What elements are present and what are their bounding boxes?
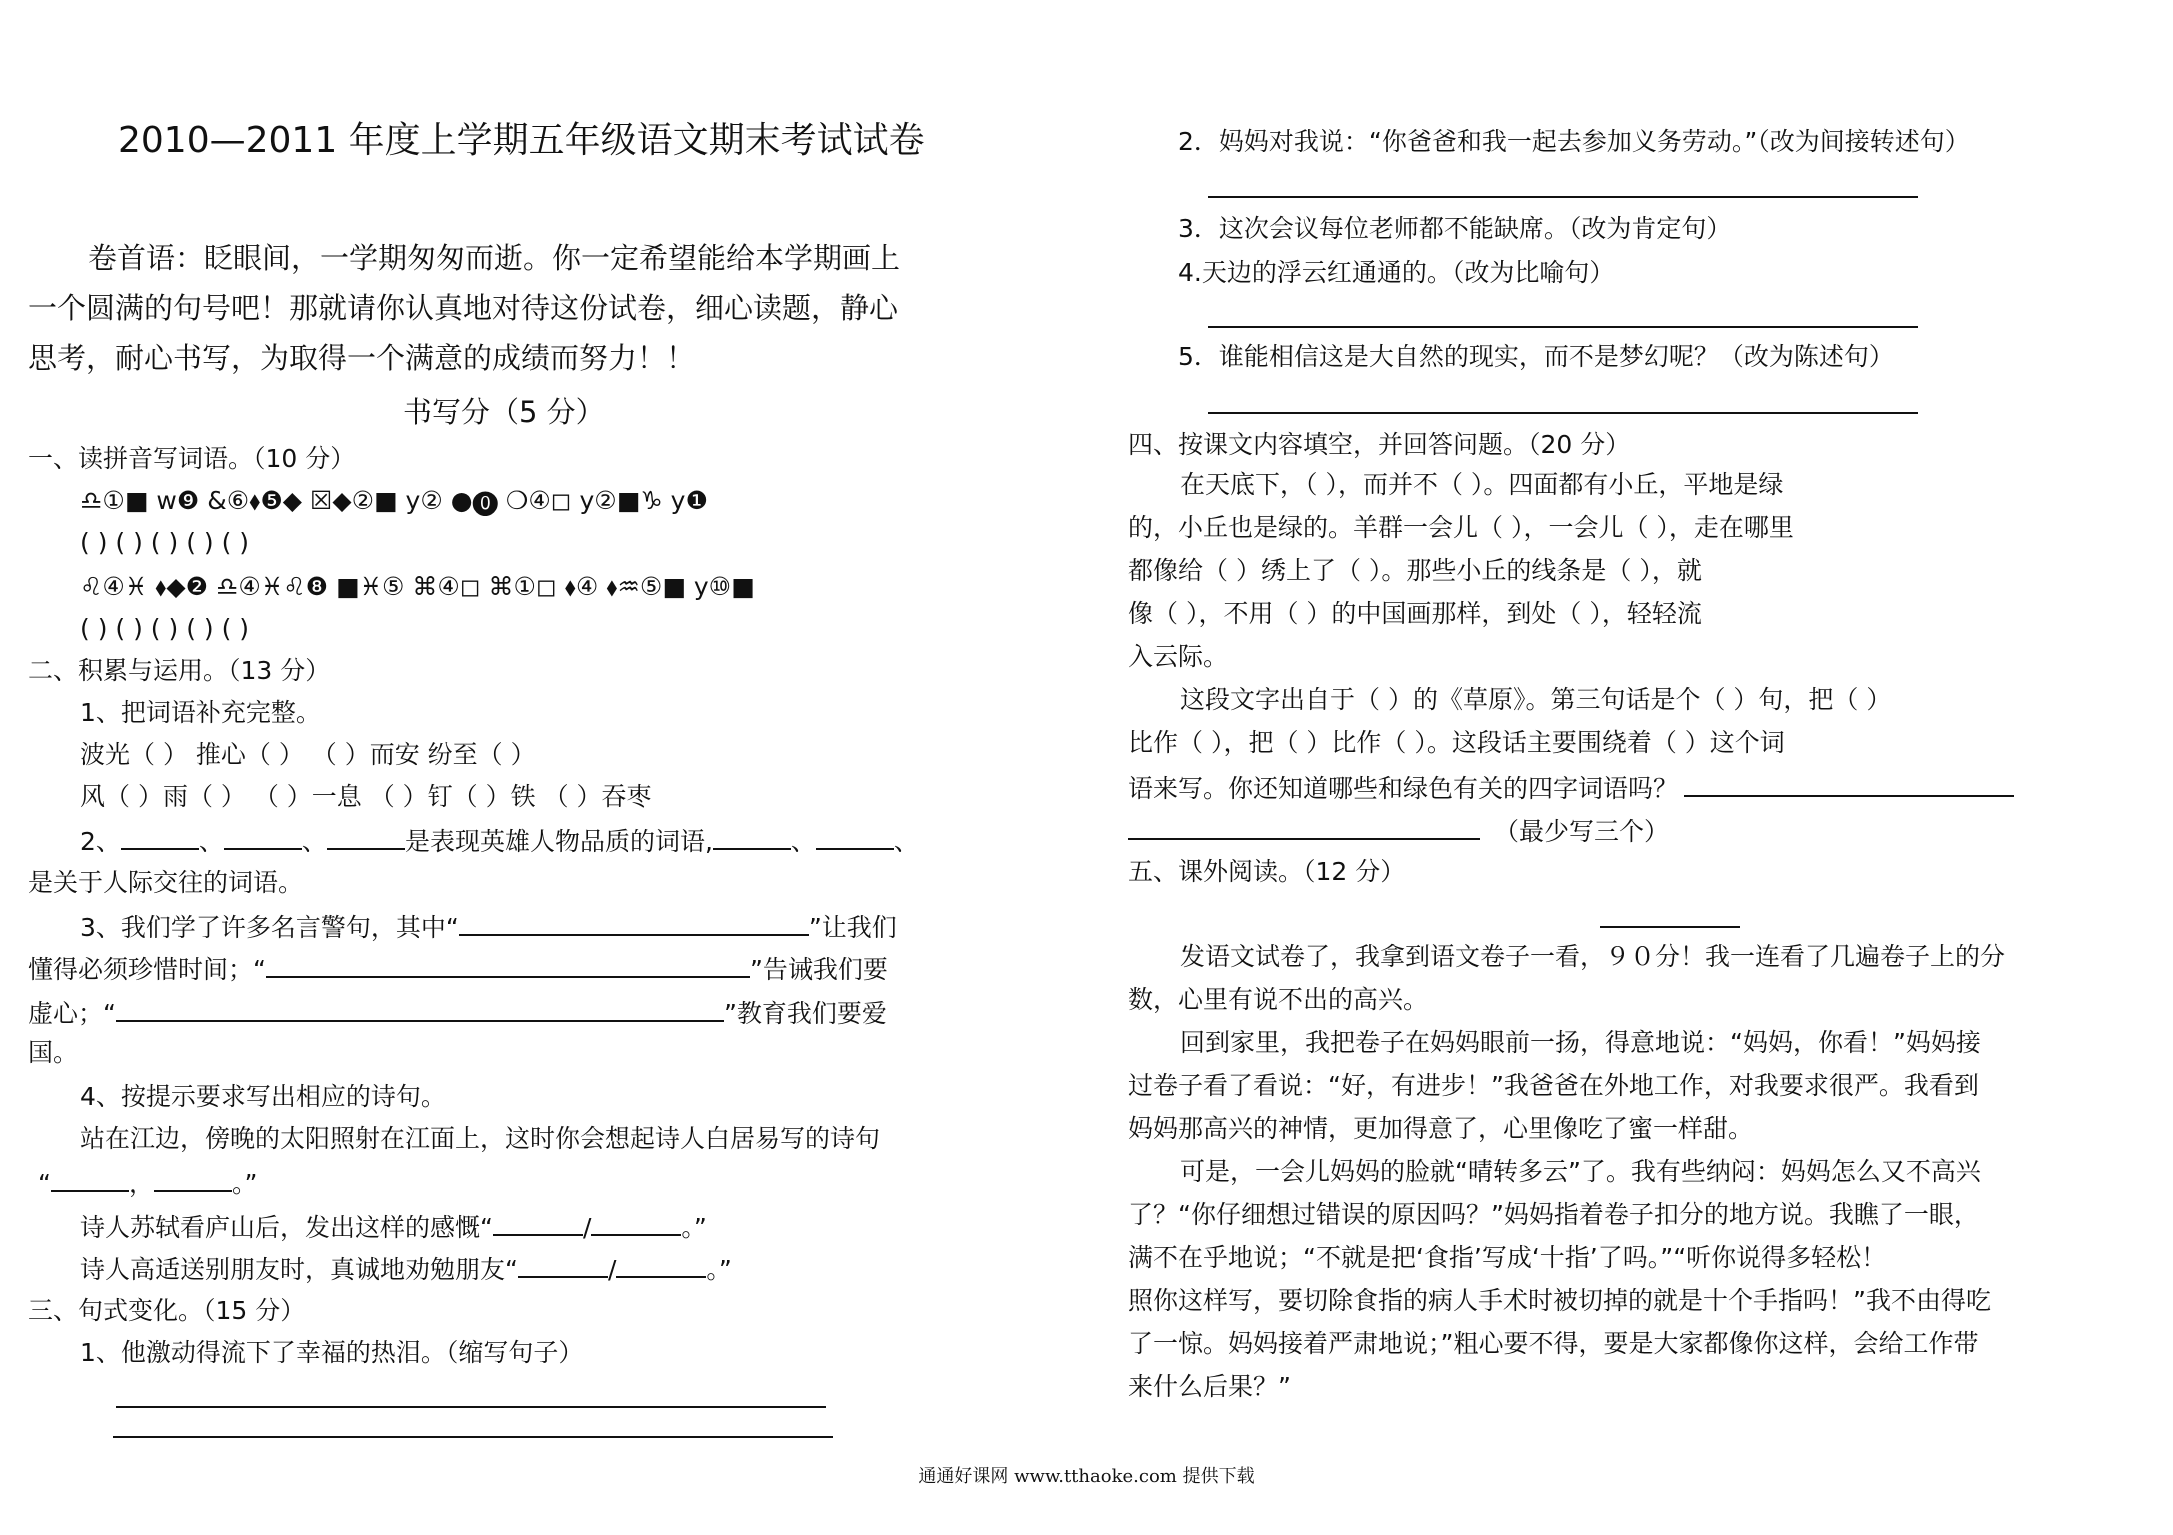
- question-text: ”教育我们要爱: [723, 999, 887, 1028]
- answer-blank[interactable]: [591, 1208, 681, 1236]
- footer-credit: 通通好课网 www.tthaoke.com 提供下载: [918, 1466, 1255, 1487]
- question-text: 国。: [28, 1038, 79, 1067]
- answer-blank[interactable]: [327, 822, 405, 850]
- intro-line: 卷首语：眨眼间，一学期匆匆而逝。你一定希望能给本学期画上: [88, 241, 901, 275]
- question-3-line: [28, 950, 888, 987]
- passage-line: 入云际。: [1128, 642, 1229, 671]
- separator: 、: [301, 827, 327, 856]
- question-text: （最少写三个）: [1494, 817, 1670, 846]
- reading-line: 了一惊。妈妈接着严肃地说；”粗心要不得，要是大家都像你这样，会给工作带: [1128, 1329, 1979, 1358]
- section-4-heading: 四、按课文内容填空，并回答问题。（20 分）: [1128, 430, 1631, 459]
- answer-blank[interactable]: [1684, 769, 2014, 797]
- separator: /: [582, 1213, 592, 1242]
- reading-line: 发语文试卷了，我拿到语文卷子一看，９０分！我一连看了几遍卷子上的分: [1180, 942, 2006, 971]
- question-text: 是表现英雄人物品质的词语,: [404, 827, 713, 856]
- intro-line: 一个圆满的句号吧！那就请你认真地对待这份试卷，细心读题，静心: [28, 291, 899, 325]
- passage-line: 都像给（ ）绣上了（ ）。那些小丘的线条是（ ），就: [1128, 556, 1702, 585]
- question-text: 虚心；“: [28, 999, 116, 1028]
- quote-mark: 。”: [681, 1213, 707, 1242]
- poem-answer-line: [38, 1164, 257, 1201]
- writing-score: 书写分（5 分）: [403, 395, 605, 429]
- reading-line: 了？“你仔细想过错误的原因吗？”妈妈指着卷子扣分的地方说。我瞧了一眼，: [1128, 1200, 1979, 1229]
- answer-blank[interactable]: [493, 1208, 583, 1236]
- reading-line: 数，心里有说不出的高兴。: [1128, 985, 1429, 1014]
- question-text: 4、按提示要求写出相应的诗句。: [80, 1082, 446, 1111]
- answer-blank[interactable]: [266, 950, 750, 978]
- answer-blank[interactable]: [713, 822, 791, 850]
- separator: 、: [790, 827, 816, 856]
- answer-blank[interactable]: [116, 994, 724, 1022]
- question-number: 2、: [80, 827, 121, 856]
- question-text: 1、他激动得流下了幸福的热泪。（缩写句子）: [80, 1338, 584, 1367]
- poem-answer-line: [80, 1208, 707, 1245]
- answer-line[interactable]: [116, 1406, 826, 1408]
- passage-line: 的，小丘也是绿的。羊群一会儿（ ），一会儿（ ），走在哪里: [1128, 513, 1794, 542]
- answer-blank[interactable]: [616, 1250, 706, 1278]
- question-3-line: [28, 994, 887, 1031]
- reading-line: 可是，一会儿妈妈的脸就“晴转多云”了。我有些纳闷：妈妈怎么又不高兴: [1180, 1157, 1981, 1186]
- passage-line: [1128, 812, 1669, 849]
- separator: 、: [198, 827, 224, 856]
- question-text: 2．妈妈对我说：“你爸爸和我一起去参加义务劳动。”（改为间接转述句）: [1178, 127, 1970, 156]
- answer-blank[interactable]: [154, 1164, 232, 1192]
- answer-line[interactable]: [113, 1436, 833, 1438]
- pinyin-row: ♎①■ w❾ &⑥⬧❺◆ ☒◆②■ y② ●⓿ ❍④◻ y②■♑ y❶: [80, 486, 708, 515]
- question-text: 诗人苏轼看庐山后，发出这样的感慨“: [80, 1213, 493, 1242]
- answer-blank[interactable]: [1128, 812, 1480, 840]
- poem-answer-line: [80, 1250, 732, 1287]
- question-text: 语来写。你还知道哪些和绿色有关的四字词语吗？: [1128, 774, 1679, 803]
- answer-blank[interactable]: [816, 822, 894, 850]
- question-text: 懂得必须珍惜时间；“: [28, 955, 266, 984]
- reading-line: 过卷子看了看说：“好，有进步！”我爸爸在外地工作，对我要求很严。我看到: [1128, 1071, 1979, 1100]
- passage-line: 比作（ ），把（ ）比作（ ）。这段话主要围绕着（ ）这个词: [1128, 728, 1785, 757]
- reading-line: 妈妈那高兴的神情，更加得意了，心里像吃了蜜一样甜。: [1128, 1114, 1754, 1143]
- answer-line[interactable]: [1208, 412, 1918, 414]
- separator: 、: [893, 827, 919, 856]
- answer-blank[interactable]: [224, 822, 302, 850]
- idiom-row: 风（ ）雨（ ） （ ）一息 （ ）钉（ ）铁 （ ）吞枣: [80, 782, 652, 811]
- answer-parens: ( ) ( ) ( ) ( ) ( ): [80, 528, 250, 557]
- passage-line: 像（ ），不用（ ）的中国画那样，到处（ ），轻轻流: [1128, 599, 1702, 628]
- reading-line: 来什么后果？”: [1128, 1372, 1291, 1401]
- passage-line: 这段文字出自于（ ）的《草原》。第三句话是个（ ）句，把（ ）: [1180, 685, 1892, 714]
- question-text: 3、我们学了许多名言警句，其中“: [80, 913, 459, 942]
- title-blank[interactable]: [1600, 926, 1740, 928]
- section-5-heading: 五、课外阅读。（12 分）: [1128, 857, 1406, 886]
- section-2-heading: 二、积累与运用。（13 分）: [28, 656, 331, 685]
- question-text: 3．这次会议每位老师都不能缺席。（改为肯定句）: [1178, 214, 1732, 243]
- answer-blank[interactable]: [121, 822, 199, 850]
- question-text: ”告诫我们要: [749, 955, 888, 984]
- quote-mark: 。”: [231, 1169, 258, 1198]
- question-3-line: [80, 908, 897, 945]
- section-1-heading: 一、读拼音写词语。（10 分）: [28, 444, 356, 473]
- answer-line[interactable]: [1208, 196, 1918, 198]
- reading-line: 回到家里，我把卷子在妈妈眼前一扬，得意地说：“妈妈，你看！”妈妈接: [1180, 1028, 1981, 1057]
- question-2-line: [80, 822, 919, 859]
- question-text: 诗人高适送别朋友时，真诚地劝勉朋友“: [80, 1255, 518, 1284]
- intro-line: 思考，耐心书写，为取得一个满意的成绩而努力！！: [28, 341, 696, 375]
- answer-blank[interactable]: [459, 908, 809, 936]
- exam-title: 2010—2011 年度上学期五年级语文期末考试试卷: [118, 120, 925, 161]
- question-text: 1、把词语补充完整。: [80, 698, 321, 727]
- answer-line[interactable]: [1208, 326, 1918, 328]
- quote-mark: 。”: [706, 1255, 732, 1284]
- answer-blank[interactable]: [518, 1250, 608, 1278]
- separator: /: [607, 1255, 617, 1284]
- question-text: ”让我们: [808, 913, 897, 942]
- reading-line: 照你这样写，要切除食指的病人手术时被切掉的就是十个手指吗！”我不由得吃: [1128, 1286, 1991, 1315]
- section-3-heading: 三、句式变化。（15 分）: [28, 1296, 306, 1325]
- idiom-row: 波光（ ） 推心（ ） （ ）而安 纷至（ ）: [80, 740, 536, 769]
- question-text: 4.天边的浮云红通通的。（改为比喻句）: [1178, 258, 1615, 287]
- passage-line: [1128, 769, 2014, 806]
- comma: ，: [128, 1169, 154, 1198]
- passage-line: 在天底下，（ ），而并不（ ）。四面都有小丘，平地是绿: [1180, 470, 1784, 499]
- answer-parens: ( ) ( ) ( ) ( ) ( ): [80, 614, 250, 643]
- question-text: 是关于人际交往的词语。: [28, 868, 304, 897]
- question-text: 站在江边，傍晚的太阳照射在江面上，这时你会想起诗人白居易写的诗句: [80, 1124, 881, 1153]
- question-text: 5．谁能相信这是大自然的现实，而不是梦幻呢？（改为陈述句）: [1178, 342, 1894, 371]
- answer-blank[interactable]: [51, 1164, 129, 1192]
- pinyin-row: ♌④♓ ⬧◆❷ ♎④♓♌❽ ■♓⑤ ⌘④◻ ⌘①◻ ⬧④ ⬧♒⑤■ y⑩■: [80, 572, 755, 601]
- reading-line: 满不在乎地说；“不就是把‘食指’写成‘十指’了吗。”“听你说得多轻松！: [1128, 1243, 1887, 1272]
- quote-mark: “: [38, 1169, 51, 1198]
